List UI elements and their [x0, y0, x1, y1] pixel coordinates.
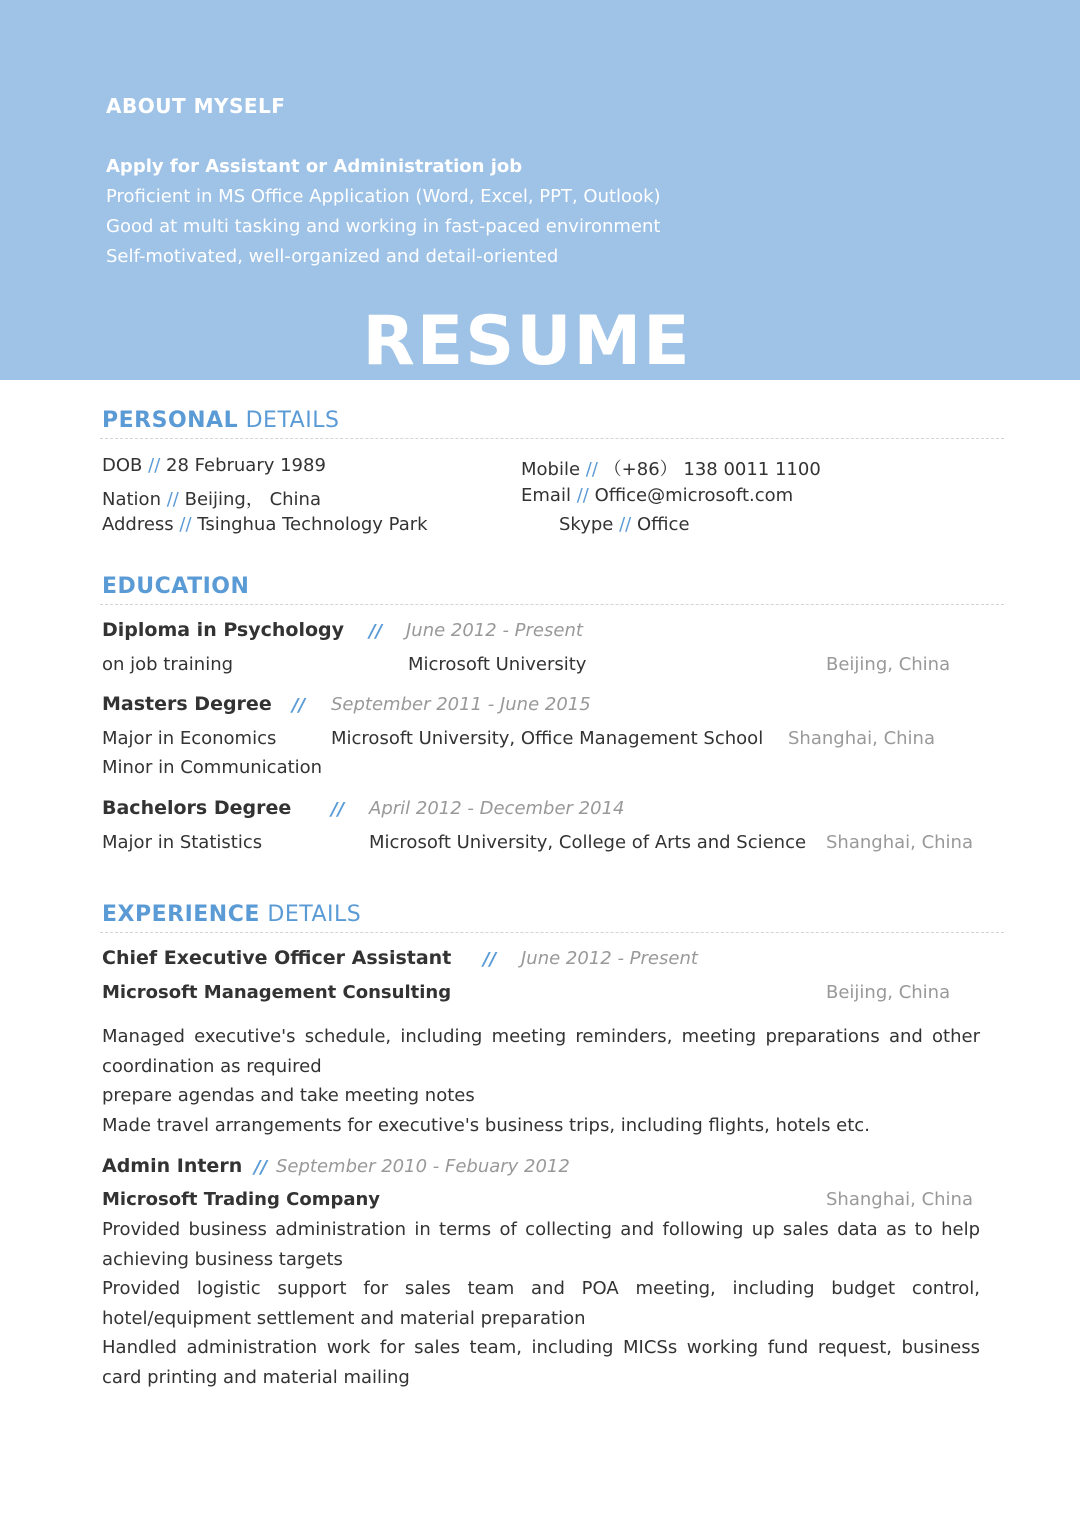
email-label: Email: [521, 485, 571, 506]
section-divider: [100, 932, 1004, 933]
experience-heading-light: DETAILS: [259, 902, 362, 927]
separator: //: [585, 459, 598, 480]
section-divider: [100, 438, 1004, 439]
degree-major: Major in Statistics: [102, 832, 263, 853]
header-banner: [0, 0, 1080, 380]
skype-label: Skype: [559, 514, 614, 535]
degree-school: Microsoft University, College of Arts and Science: [369, 832, 807, 853]
degree-location: Beijing, China: [826, 654, 951, 675]
mobile-row: [521, 455, 821, 481]
degree-title: Bachelors Degree: [102, 797, 292, 819]
degree-minor: Minor in Communication: [102, 757, 323, 778]
separator: //: [254, 1157, 268, 1178]
experience-details-heading: [102, 902, 361, 927]
degree-school: Microsoft University, Office Management School: [331, 728, 764, 749]
separator: //: [166, 489, 179, 510]
job-dates: June 2012 - Present: [521, 948, 698, 969]
job-company: Microsoft Management Consulting: [102, 982, 452, 1003]
resume-title: RESUME: [362, 302, 692, 381]
skype-row: [559, 514, 690, 535]
experience-heading-strong: EXPERIENCE: [102, 902, 260, 927]
nation-value: Beijing， China: [184, 489, 321, 510]
degree-dates: June 2012 - Present: [406, 620, 583, 641]
about-line: Proficient in MS Office Application (Word, Excel, PPT, Outlook): [106, 186, 661, 207]
nation-label: Nation: [102, 489, 161, 510]
about-title: ABOUT MYSELF: [106, 94, 286, 118]
separator: //: [148, 455, 161, 476]
separator: //: [292, 695, 306, 716]
degree-dates: April 2012 - December 2014: [369, 798, 625, 819]
job-duty: Provided business administration in terms of collecting and following up sales data as to help achieving business targets: [102, 1219, 980, 1270]
skype-value: Office: [636, 514, 690, 535]
separator: //: [369, 621, 383, 642]
job-duty: Managed executive's schedule, including meeting reminders, meeting preparations and other coordination as required: [102, 1026, 980, 1077]
email-value: Office@microsoft.com: [594, 485, 794, 506]
address-value: Tsinghua Technology Park: [197, 514, 428, 535]
dob-value: 28 February 1989: [166, 455, 326, 476]
degree-school: Microsoft University: [408, 654, 587, 675]
separator: //: [483, 949, 497, 970]
degree-location: Shanghai, China: [788, 728, 935, 749]
job-duty: Handled administration work for sales team, including MICSs working fund request, business card printing and material mailing: [102, 1337, 980, 1388]
separator: //: [619, 514, 632, 535]
mobile-value: （+86） 138 0011 1100: [603, 459, 821, 480]
address-label: Address: [102, 514, 174, 535]
degree-title: Diploma in Psychology: [102, 619, 345, 641]
job-duty: Made travel arrangements for executive's business trips, including flights, hotels etc.: [102, 1114, 870, 1136]
education-heading: [102, 574, 249, 599]
about-lines: [106, 152, 661, 272]
about-line: Self-motivated, well-organized and detail-oriented: [106, 246, 559, 267]
job-role: Chief Executive Officer Assistant: [102, 947, 452, 969]
education-heading-text: EDUCATION: [102, 574, 250, 599]
personal-heading-light: DETAILS: [238, 408, 340, 433]
personal-heading-strong: PERSONAL: [102, 408, 239, 433]
email-row: [521, 485, 793, 506]
job-company: Microsoft Trading Company: [102, 1189, 381, 1210]
degree-major: Major in Economics: [102, 728, 277, 749]
separator: //: [331, 799, 345, 820]
degree-location: Shanghai, China: [826, 832, 973, 853]
job-duties: [102, 1022, 980, 1140]
job-duties: [102, 1215, 980, 1393]
about-line: Good at multi tasking and working in fast-paced environment: [106, 216, 661, 237]
degree-title: Masters Degree: [102, 693, 272, 715]
degree-dates: September 2011 - June 2015: [331, 694, 591, 715]
dob-label: DOB: [102, 455, 143, 476]
job-role: Admin Intern: [102, 1155, 243, 1177]
nation-row: [102, 485, 321, 511]
separator: //: [179, 514, 192, 535]
about-line-objective: Apply for Assistant or Administration job: [106, 156, 523, 177]
job-location: Shanghai, China: [826, 1189, 973, 1210]
personal-details-heading: [102, 408, 339, 433]
job-duty: Provided logistic support for sales team and POA meeting, including budget control, hotel/equipment settlement and material preparation: [102, 1278, 980, 1329]
job-dates: September 2010 - Febuary 2012: [276, 1156, 570, 1177]
job-location: Beijing, China: [826, 982, 951, 1003]
mobile-label: Mobile: [521, 459, 581, 480]
address-row: [102, 514, 428, 535]
degree-major: on job training: [102, 654, 234, 675]
separator: //: [576, 485, 589, 506]
job-duty: prepare agendas and take meeting notes: [102, 1085, 475, 1107]
dob-row: [102, 455, 326, 476]
section-divider: [100, 604, 1004, 605]
